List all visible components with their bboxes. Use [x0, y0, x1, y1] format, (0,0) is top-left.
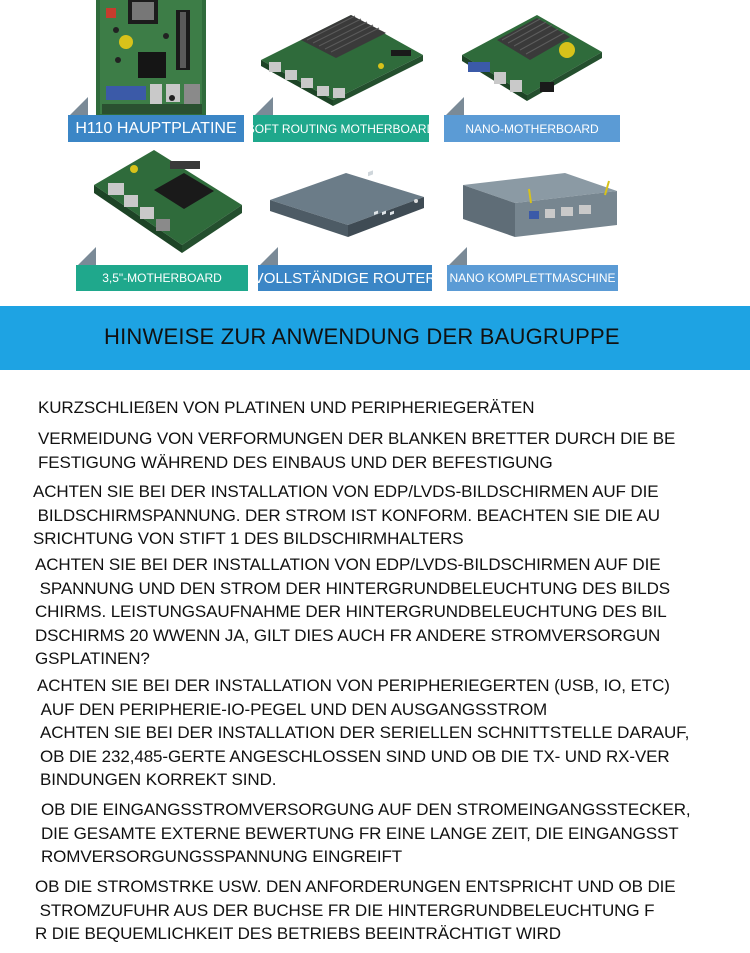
note-line: CHIRMS. LEISTUNGSAUFNAHME DER HINTERGRUNDBELEUCHTUNG DES BIL [35, 602, 667, 621]
note-5 [37, 674, 670, 721]
note-line: STROMZUFUHR AUS DER BUCHSE FR DIE HINTERGRUNDBELEUCHTUNG F [35, 900, 655, 920]
note-line: KURZSCHLIEßEN VON PLATINEN UND PERIPHERIEGERÄTEN [38, 398, 535, 417]
note-line: ACHTEN SIE BEI DER INSTALLATION VON PERIPHERIEGERTEN (USB, IO, ETC) [37, 676, 670, 695]
note-line: SRICHTUNG VON STIFT 1 DES BILDSCHIRMHALTERS [33, 529, 464, 548]
product-nano-motherboard [442, 0, 620, 142]
note-4 [35, 553, 670, 671]
note-line: OB DIE STROMSTRKE USW. DEN ANFORDERUNGEN ENTSPRICHT UND OB DIE [35, 877, 676, 896]
note-line: R DIE BEQUEMLICHKEIT DES BETRIEBS BEEINTRÄCHTIGT WIRD [35, 924, 561, 943]
product-router [253, 145, 437, 291]
product-label: 3,5"-MOTHERBOARD [76, 265, 248, 291]
product-h110 [66, 0, 246, 142]
note-7 [41, 798, 691, 869]
note-line: DIE GESAMTE EXTERNE BEWERTUNG FR EINE LANGE ZEIT, DIE EINGANGSST [41, 823, 679, 843]
3-5-inch-motherboard-image [74, 145, 250, 265]
note-line: VERMEIDUNG VON VERFORMUNGEN DER BLANKEN BRETTER DURCH DIE BE [38, 429, 676, 448]
label-corner-triangle [70, 97, 88, 115]
product-soft-routing [246, 0, 436, 142]
product-3-5-motherboard [74, 145, 250, 291]
note-line: ACHTEN SIE BEI DER INSTALLATION DER SERIELLEN SCHNITTSTELLE DARAUF, [40, 723, 690, 742]
note-2 [38, 427, 675, 474]
note-1 [38, 396, 534, 420]
product-label: VOLLSTÄNDIGE ROUTER [258, 265, 432, 291]
product-label: H110 HAUPTPLATINE [68, 115, 244, 142]
note-line: BINDUNGEN KORREKT SIND. [40, 770, 277, 789]
soft-routing-motherboard-image [251, 0, 431, 115]
nano-complete-machine-image [445, 145, 620, 265]
label-corner-triangle [78, 247, 96, 265]
note-line: ACHTEN SIE BEI DER INSTALLATION VON EDP/LVDS-BILDSCHIRMEN AUF DIE [35, 555, 661, 574]
note-8 [35, 875, 676, 946]
note-line: FESTIGUNG WÄHREND DES EINBAUS UND DER BEFESTIGUNG [38, 452, 553, 472]
note-line: ROMVERSORGUNGSSPANNUNG EINGREIFT [41, 847, 403, 866]
note-line: GSPLATINEN? [35, 649, 150, 668]
product-label: NANO KOMPLETTMASCHINE [447, 265, 618, 291]
note-line: BILDSCHIRMSPANNUNG. DER STROM IST KONFORM. BEACHTEN SIE DIE AU [33, 505, 660, 525]
product-nano-complete [445, 145, 620, 291]
h110-motherboard-image [66, 0, 246, 120]
note-line: ACHTEN SIE BEI DER INSTALLATION VON EDP/LVDS-BILDSCHIRMEN AUF DIE [33, 482, 659, 501]
product-label: NANO-MOTHERBOARD [444, 115, 620, 142]
label-corner-triangle [260, 247, 278, 265]
product-gallery [0, 0, 750, 300]
note-line: AUF DEN PERIPHERIE-IO-PEGEL UND DEN AUSGANGSSTROM [37, 699, 548, 719]
section-banner [0, 306, 750, 370]
note-3 [33, 480, 660, 551]
note-line: OB DIE 232,485-GERTE ANGESCHLOSSEN SIND UND OB DIE TX- UND RX-VER [40, 746, 670, 766]
note-line: DSCHIRMS 20 WWENN JA, GILT DIES AUCH FR ANDERE STROMVERSORGUN [35, 625, 661, 645]
nano-motherboard-image [442, 0, 620, 115]
note-6 [40, 721, 689, 792]
label-corner-triangle [449, 247, 467, 265]
label-corner-triangle [255, 97, 273, 115]
note-line: OB DIE EINGANGSSTROMVERSORGUNG AUF DEN STROMEINGANGSSTECKER, [41, 800, 691, 819]
section-title: HINWEISE ZUR ANWENDUNG DER BAUGRUPPE [104, 324, 620, 349]
product-label: SOFT ROUTING MOTHERBOARD [253, 115, 429, 142]
label-corner-triangle [446, 97, 464, 115]
note-line: SPANNUNG UND DEN STROM DER HINTERGRUNDBELEUCHTUNG DES BILDS [35, 578, 671, 598]
rackmount-router-image [256, 145, 434, 265]
